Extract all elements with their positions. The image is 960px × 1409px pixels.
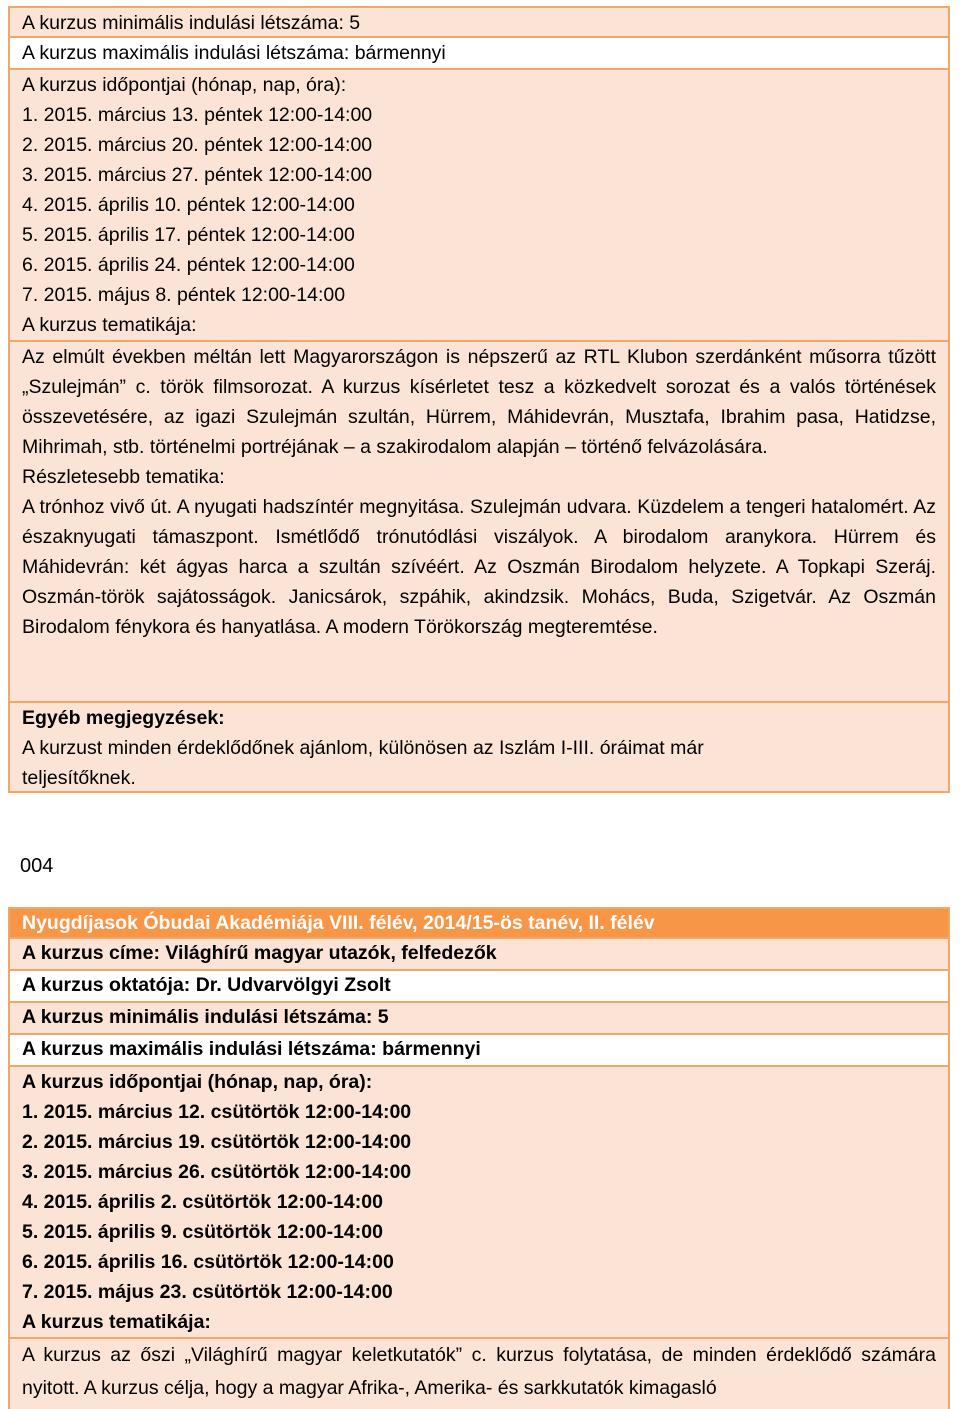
course-2-date-7: 7. 2015. május 23. csütörtök 12:00-14:00 <box>22 1281 393 1303</box>
course-1-date-1: 1. 2015. március 13. péntek 12:00-14:00 <box>22 104 373 126</box>
course-1-detail-label: Részletesebb tematika: <box>22 466 225 488</box>
course-2-header <box>10 907 948 939</box>
course-1-theme-text: Az elmúlt években méltán lett Magyarországon is népszerű az RTL Klubon szerdánként műsorra tűzött „Szulejmán” c. török filmsorozat. A kurzus kísérletet tesz a közkedvelt sorozat és a valós történések összevetésére, az igazi Szulejmán szultán, Hürrem, Máhidevrán, Musztafa, Ibrahim pasa, Hatidzse, Mihrimah, stb. történelmi portréjának – a szakirodalom alapján – történő felvázolására. <box>22 346 936 458</box>
course-1-max-count-text: A kurzus maximális indulási létszáma: bármennyi <box>22 42 446 64</box>
course-1-detail-text: A trónhoz vivő út. A nyugati hadszíntér megnyitása. Szulejmán udvara. Küzdelem a tengeri hatalomért. Az északnyugati támaszpont. Ismétlődő trónutódlási viszályok. A birodalom aranykora. Hürrem és Máhidevrán: két ágyas harca a szultán szívéért. Az Oszmán Birodalom helyzete. A Topkapi Szeráj. Oszmán-török sajátosságok. Janicsárok, szpáhik, akindzsik. Mohács, Buda, Szigetvár. Az Oszmán Birodalom fénykora és hanyatlása. A modern Törökország megteremtése. <box>22 496 936 638</box>
course-1-notes-label: Egyéb megjegyzések: <box>22 707 225 729</box>
course-1-min-count <box>10 6 948 38</box>
course-2-block <box>8 907 950 1409</box>
course-2-title-text: A kurzus címe: Világhírű magyar utazók, felfedezők <box>22 942 497 964</box>
course-1-min-count-text: A kurzus minimális indulási létszáma: 5 <box>22 12 361 34</box>
course-2-title <box>10 939 948 971</box>
course-2-date-4: 4. 2015. április 2. csütörtök 12:00-14:00 <box>22 1191 383 1213</box>
course-1-dates-label: A kurzus időpontjai (hónap, nap, óra): <box>22 74 347 96</box>
course-1-dates <box>10 70 948 342</box>
course-2-theme-label: A kurzus tematikája: <box>22 1311 211 1333</box>
course-1-date-2: 2. 2015. március 20. péntek 12:00-14:00 <box>22 134 373 156</box>
course-2-min-count <box>10 1003 948 1035</box>
course-2-dates <box>10 1067 948 1339</box>
course-2-date-1: 1. 2015. március 12. csütörtök 12:00-14:00 <box>22 1101 412 1123</box>
course-2-date-6: 6. 2015. április 16. csütörtök 12:00-14:00 <box>22 1251 394 1273</box>
course-2-dates-label: A kurzus időpontjai (hónap, nap, óra): <box>22 1071 373 1093</box>
course-1-date-7: 7. 2015. május 8. péntek 12:00-14:00 <box>22 284 346 306</box>
course-1-theme-body <box>10 342 948 703</box>
course-1-block <box>8 6 950 793</box>
course-2-max-count-text: A kurzus maximális indulási létszáma: bármennyi <box>22 1038 481 1060</box>
course-2-max-count <box>10 1035 948 1067</box>
course-2-header-text: Nyugdíjasok Óbudai Akadémiája VIII. félév, 2014/15-ös tanév, II. félév <box>22 912 655 934</box>
course-code: 004 <box>20 855 54 877</box>
course-2-date-5: 5. 2015. április 9. csütörtök 12:00-14:00 <box>22 1221 383 1243</box>
course-1-date-4: 4. 2015. április 10. péntek 12:00-14:00 <box>22 194 355 216</box>
course-1-theme-label: A kurzus tematikája: <box>22 314 197 336</box>
course-1-notes-text: A kurzust minden érdeklődőnek ajánlom, különösen az Iszlám I-III. óráimat már teljesítőknek. <box>22 737 704 789</box>
course-2-teacher <box>10 971 948 1003</box>
course-1-date-5: 5. 2015. április 17. péntek 12:00-14:00 <box>22 224 355 246</box>
course-1-max-count <box>10 38 948 70</box>
course-2-theme-body <box>10 1339 948 1409</box>
course-1-date-6: 6. 2015. április 24. péntek 12:00-14:00 <box>22 254 355 276</box>
course-2-teacher-text: A kurzus oktatója: Dr. Udvarvölgyi Zsolt <box>22 974 391 996</box>
course-1-date-3: 3. 2015. március 27. péntek 12:00-14:00 <box>22 164 373 186</box>
course-2-date-2: 2. 2015. március 19. csütörtök 12:00-14:00 <box>22 1131 412 1153</box>
course-2-date-3: 3. 2015. március 26. csütörtök 12:00-14:00 <box>22 1161 412 1183</box>
course-2-min-count-text: A kurzus minimális indulási létszáma: 5 <box>22 1006 389 1028</box>
course-1-notes <box>10 703 948 793</box>
course-2-theme-text: A kurzus az őszi „Világhírű magyar keletkutatók” c. kurzus folytatása, de minden érdeklődő számára nyitott. A kurzus célja, hogy a magyar Afrika-, Amerika- és sarkkutatók kimagasló <box>22 1344 936 1399</box>
